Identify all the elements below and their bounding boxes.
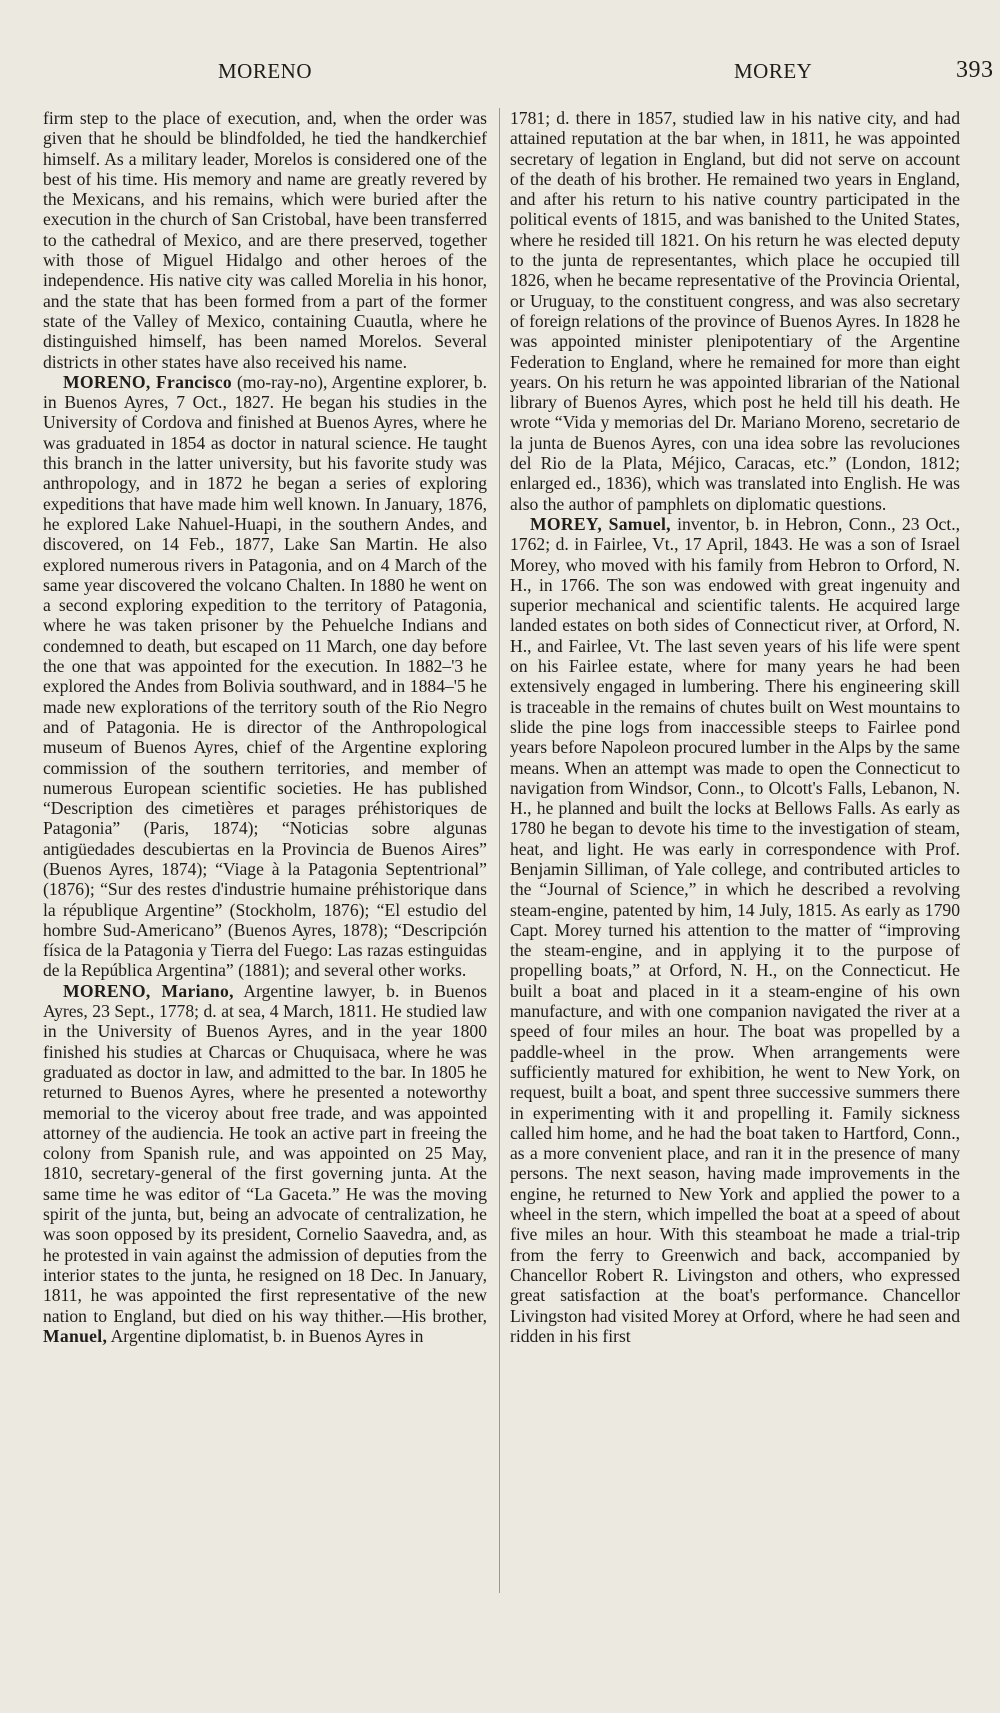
right-column xyxy=(510,108,960,1346)
entry-text: Argentine lawyer, b. in Buenos Ayres, 23 Sept., 1778; d. at sea, 4 March, 1811. He studied law in the University of Buenos Ayres, and in the year 1800 finished his studies at Charcas or Chuquisaca, where he was graduated as doctor in law, and admitted to the bar. In 1805 he returned to Buenos Ayres, where he presented a noteworthy memorial to the viceroy about free trade, and was appointed attorney of the audiencia. He took an active part in freeing the colony from Spanish rule, and was appointed on 25 May, 1810, secretary-general of the first governing junta. At the same time he was editor of “La Gaceta.” He was the moving spirit of the junta, but, being an advocate of centralization, he was soon opposed by its president, Cornelio Saavedra, and, as he protested in vain against the admission of deputies from the interior states to the junta, he resigned on 18 Dec. In January, 1811, he was appointed the first representative of the new nation to England, but died on his way thither.—His brother, xyxy=(43,980,487,1326)
header-right-word: MOREY xyxy=(734,59,813,83)
entry-text: inventor, b. in Hebron, Conn., 23 Oct., 1762; d. in Fairlee, Vt., 17 April, 1843. He was a son of Israel Morey, who moved with his family from Hebron to Orford, N. H., in 1766. The son was endowed with great ingenuity and superior mechanical and scientific talents. He acquired large landed estates on both sides of Connecticut river, at Orford, N. H., and Fairlee, Vt. The last seven years of his life were spent on his Fairlee estate, where for many years he had been extensively engaged in lumbering. There his engineering skill is traceable in the remains of chutes built on West mountains to slide the pine logs from inaccessible steeps to Fairlee pond years before Napoleon procured lumber in the Alps by the same means. When an attempt was made to open the Connecticut to navigation from Windsor, Conn., to Olcott's Falls, Lebanon, N. H., he planned and built the locks at Bellows Falls. As early as 1780 he began to devote his time to the investigation of steam, heat, and light. He was early in correspondence with Prof. Benjamin Silliman, of Yale college, and contributed articles to the “Journal of Science,” in which he described a revolving steam-engine, patented by him, 14 July, 1815. As early as 1790 Capt. Morey turned his attention to the matter of “improving the steam-engine, and in applying it to the purpose of propelling boats,” at Orford, N. H., on the Connecticut. He built a boat and placed in it a steam-engine of his own manufacture, and with one companion navigated the river at a speed of four miles an hour. The boat was propelled by a paddle-wheel in the prow. When arrangements were sufficiently matured for exhibition, he went to New York, on request, built a boat, and spent three successive summers there in experimenting with it and propelling it. Family sickness called him home, and he had the boat taken to Hartford, Conn., as a more convenient place, and ran it in the presence of many persons. The next season, having made improvements in the engine, he returned to New York and applied the power to a wheel in the stern, which impelled the boat at a speed of about five miles an hour. With this steamboat he made a trial-trip from the ferry to Greenwich and back, accompanied by Chancellor Robert R. Livingston and others, who expressed great satisfaction at the boat's performance. Chancellor Livingston had visited Morey at Orford, where he had seen and ridden in his first xyxy=(510,513,961,1346)
running-header xyxy=(40,55,994,89)
entry-text-tail: Argentine diplomatist, b. in Buenos Ayres in xyxy=(107,1325,424,1346)
entry-moreno-francisco xyxy=(43,372,487,981)
headword-moreno-mariano: MORENO, Mariano, xyxy=(63,980,234,1001)
headword-moreno-francisco: MORENO, Francisco xyxy=(63,371,232,392)
page-number: 393 xyxy=(956,57,994,83)
manuel-moreno-continuation: 1781; d. there in 1857, studied law in his native city, and had attained reputation at the bar when, in 1811, he was appointed secretary of legation in England, but did not serve on account of the death of his brother. He remained two years in England, and after his return to his native country participated in the political events of 1815, and was banished to the United States, where he resided till 1821. On his return he was elected deputy to the junta de representantes, which place he occupied till 1826, when he became representative of the Provincia Oriental, or Uruguay, to the constituent congress, and was also secretary of foreign relations of the province of Buenos Ayres. In 1828 he was appointed minister plenipotentiary of the Argentine Federation to England, where he remained for more than eight years. On his return he was appointed librarian of the National library of Buenos Ayres, which post he held till his death. He wrote “Vida y memorias del Dr. Mariano Moreno, secretario de la junta de Buenos Ayres, con una idea sobre las revoluciones del Rio de la Plata, Méjico, Caracas, etc.” (London, 1812; enlarged ed., 1836), which was translated into English. He was also the author of pamphlets on diplomatic questions. xyxy=(510,108,960,514)
header-left-word: MORENO xyxy=(218,59,313,83)
headword-manuel: Manuel, xyxy=(43,1325,108,1346)
entry-moreno-mariano xyxy=(43,981,487,1346)
entry-morey-samuel xyxy=(510,514,960,1346)
entry-text: (mo-ray-no), Argentine explorer, b. in Buenos Ayres, 7 Oct., 1827. He began his studies in the University of Cordova and finished at Buenos Ayres, where he was graduated in 1854 as doctor in natural science. He taught this branch in the latter university, but his favorite study was anthropology, and in 1872 he began a series of exploring expeditions that have made him well known. In January, 1876, he explored Lake Nahuel-Huapi, in the southern Andes, and discovered, on 14 Feb., 1877, Lake San Martin. He also explored numerous rivers in Patagonia, and on 4 March of the same year discovered the volcano Chalten. In 1880 he went on a second exploring expedition to the territory of Patagonia, where he was taken prisoner by the Pehuelche Indians and condemned to death, but escaped on 11 March, one day before the one that was appointed for the execution. In 1882–'3 he explored the Andes from Bolivia southward, and in 1884–'5 he made new explorations of the territory south of the Rio Negro and of Patagonia. He is director of the Anthropological museum of Buenos Ayres, chief of the Argentine exploring commission of the southern territories, and member of numerous European scientific societies. He has published “Description des cimetières et parages préhistoriques de Patagonia” (Paris, 1874); “Noticias sobre algunas antigüedades descubiertas en la Provincia de Buenos Aires” (Buenos Ayres, 1874); “Viage à la Patagonia Septentrional” (1876); “Sur des restes d'industrie humaine préhistorique dans la république Argentine” (Stockholm, 1876); “El estudio del hombre Sud-Americano” (Buenos Ayres, 1878); “Descripción física de la Patagonia y Tierra del Fuego: Las razas estinguidas de la República Argentina” (1881); and several other works. xyxy=(43,371,487,981)
column-divider xyxy=(499,108,500,1593)
headword-morey-samuel: MOREY, Samuel, xyxy=(530,513,671,534)
morelos-continuation: firm step to the place of execution, and, when the order was given that he should be blindfolded, he tied the handkerchief himself. As a military leader, Morelos is considered one of the best of his time. His memory and name are greatly revered by the Mexicans, and his remains, which were buried after the execution in the church of San Cristobal, have been transferred to the cathedral of Mexico, and are there preserved, together with those of Miguel Hidalgo and other heroes of the independence. His native city was called Morelia in his honor, and the state that has been formed from a part of the former state of the Valley of Mexico, containing Cuautla, where he distinguished himself, has been named Morelos. Several districts in other states have also received his name. xyxy=(43,108,487,372)
left-column xyxy=(43,108,487,1346)
